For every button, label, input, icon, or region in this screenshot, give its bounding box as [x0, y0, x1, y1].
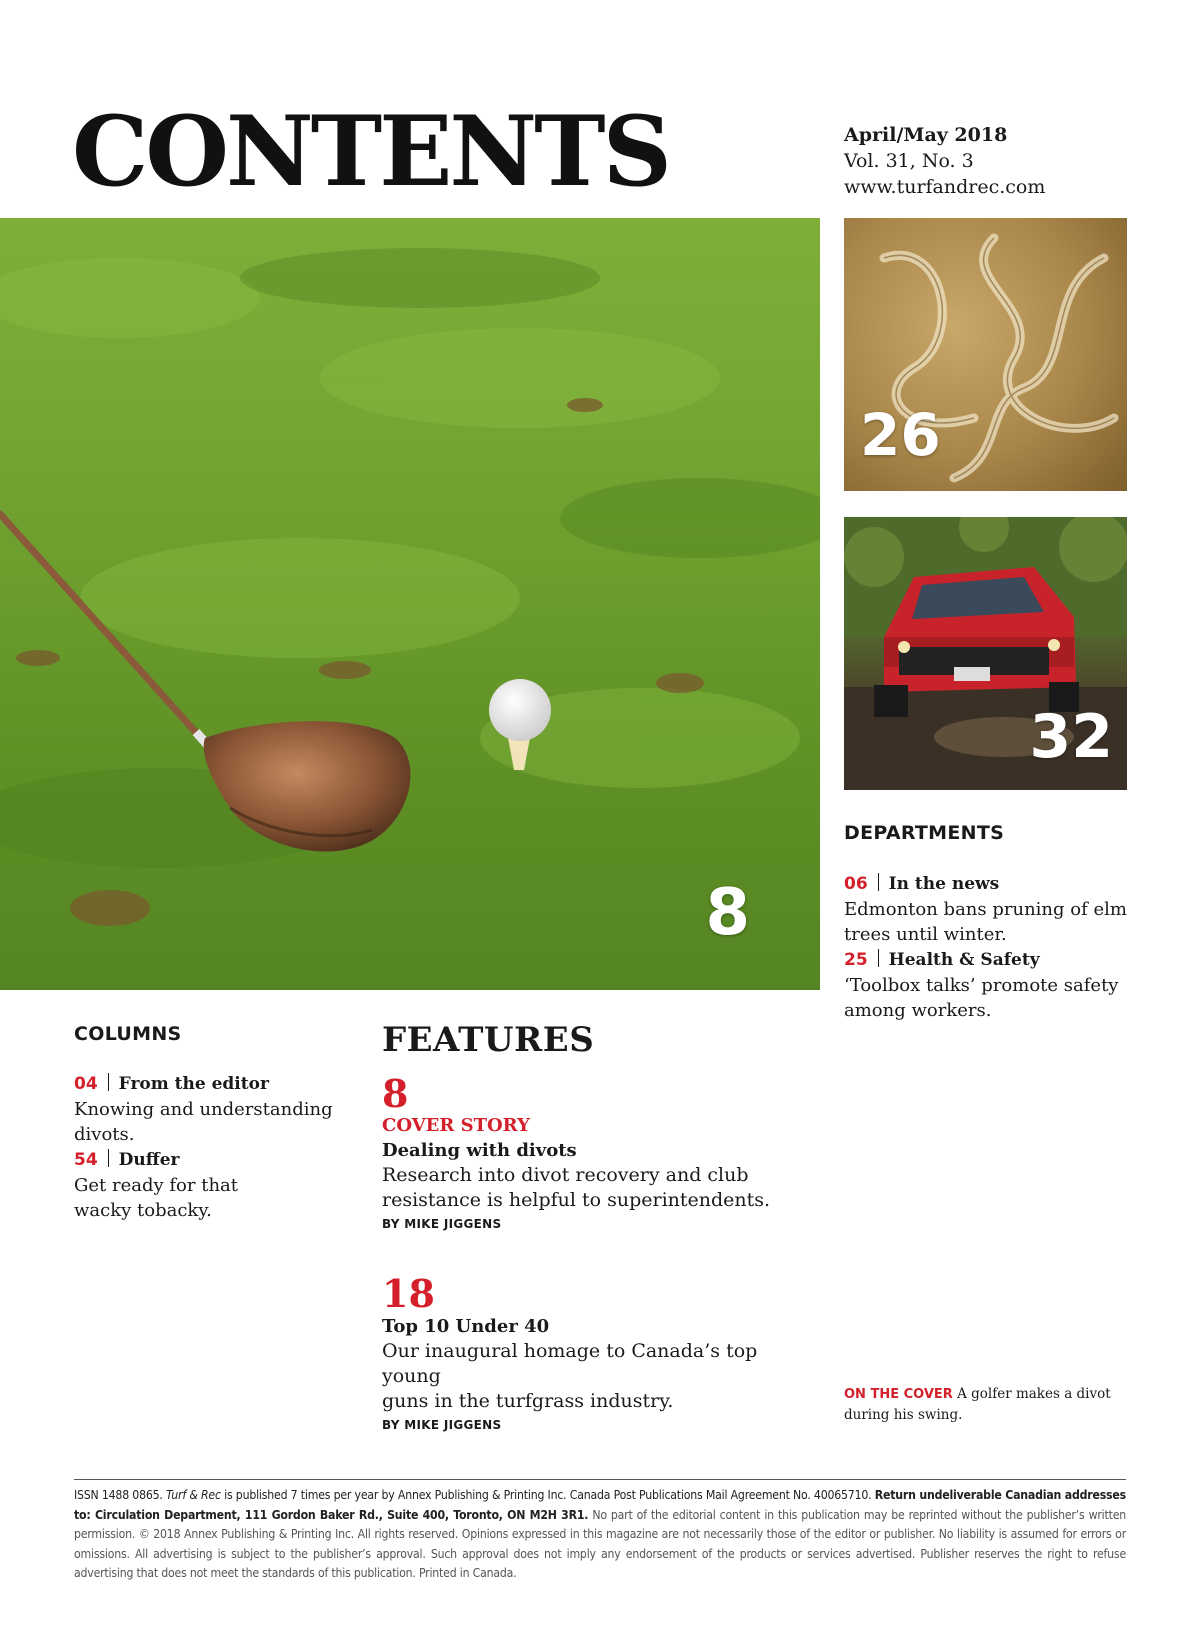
return-address: Return undeliverable Canadian addresses to: Circulation Department, 111 Gordon Baker Rd., Suite 400, Toronto, ON M2H 3R1.	[74, 1488, 1126, 1522]
thumbnail-nematodes[interactable]	[844, 218, 1127, 491]
cover-caption-text: during his swing.	[844, 1407, 963, 1423]
divider	[108, 1149, 109, 1167]
item-description: ‘Toolbox talks’ promote safety	[844, 975, 1119, 996]
cover-photo-golf[interactable]	[0, 218, 820, 990]
feature-title: Dealing with divots	[382, 1140, 577, 1161]
page-ref: 04	[74, 1074, 98, 1094]
divider	[108, 1073, 109, 1091]
cover-caption-text: A golfer makes a divot	[952, 1386, 1111, 1402]
feature-page-number: 18	[382, 1271, 435, 1316]
item-name: In the news	[888, 874, 1000, 894]
feature-title: Top 10 Under 40	[382, 1316, 550, 1337]
features-heading: FEATURES	[382, 1020, 595, 1060]
item-name: Duffer	[118, 1150, 180, 1170]
feature-description: Our inaugural homage to Canada’s top young	[382, 1340, 758, 1387]
publication-statement: is published 7 times per year by Annex Publishing & Printing Inc. Canada Post Publications Mail Agreement No. 40065710.	[224, 1488, 872, 1502]
list-item[interactable]	[74, 1071, 354, 1147]
columns-heading: COLUMNS	[74, 1023, 182, 1045]
feature-description: guns in the turfgrass industry.	[382, 1390, 674, 1412]
item-description: wacky tobacky.	[74, 1200, 212, 1221]
page-number-26: 26	[860, 401, 941, 469]
departments-heading: DEPARTMENTS	[844, 822, 1005, 844]
page-title: CONTENTS	[72, 95, 669, 208]
item-name: From the editor	[118, 1074, 269, 1094]
page-number-8: 8	[705, 876, 750, 950]
item-description: among workers.	[844, 1000, 992, 1021]
feature-byline: BY MIKE JIGGENS	[382, 1418, 502, 1432]
feature-item[interactable]	[382, 1271, 812, 1432]
item-description: Edmonton bans pruning of elm	[844, 899, 1127, 920]
list-item[interactable]	[844, 871, 1144, 947]
issn: ISSN 1488 0865.	[74, 1488, 163, 1502]
cover-caption-label: ON THE COVER	[844, 1387, 953, 1402]
list-item[interactable]	[74, 1147, 354, 1223]
divider	[878, 873, 879, 891]
feature-description: resistance is helpful to superintendents.	[382, 1189, 771, 1211]
item-description: trees until winter.	[844, 924, 1007, 945]
feature-kicker: COVER STORY	[382, 1115, 530, 1136]
feature-description: Research into divot recovery and club	[382, 1164, 749, 1186]
cover-caption	[844, 1384, 1144, 1425]
page-ref: 06	[844, 874, 868, 894]
website-link[interactable]: www.turfandrec.com	[844, 176, 1046, 198]
divider	[878, 949, 879, 967]
page-ref: 54	[74, 1150, 98, 1170]
thumbnail-truck[interactable]	[844, 517, 1127, 790]
feature-item[interactable]	[382, 1071, 812, 1231]
page-number-32: 32	[1029, 702, 1113, 772]
feature-byline: BY MIKE JIGGENS	[382, 1217, 502, 1231]
issue-date: April/May 2018	[844, 124, 1008, 146]
feature-page-number: 8	[382, 1071, 409, 1116]
item-description: Get ready for that	[74, 1175, 239, 1196]
item-description: divots.	[74, 1124, 135, 1145]
list-item[interactable]	[844, 947, 1144, 1023]
golf-scene-illustration	[0, 218, 820, 990]
publication-name: Turf & Rec	[166, 1488, 221, 1502]
disclaimer: No part of the editorial content in this publication may be reprinted without the publisher’s written permission. © 2018 Annex Publishing & Printing Inc. All rights reserved. Opinions expressed in this magazine are not necessarily those of the editor or publisher. No liability is assumed for errors or omissions. All advertising is subject to the publisher’s approval. Such approval does not imply any endorsement of the products or services advertised. Publisher reserves the right to refuse advertising that does not meet the standards of this publication. Printed in Canada.	[74, 1507, 1126, 1580]
item-description: Knowing and understanding	[74, 1099, 333, 1120]
page-ref: 25	[844, 950, 868, 970]
item-name: Health & Safety	[888, 950, 1040, 970]
departments-list	[844, 871, 1144, 1023]
columns-list	[74, 1071, 354, 1223]
footer-divider	[74, 1479, 1126, 1480]
masthead	[844, 122, 1045, 200]
publication-info	[74, 1486, 1126, 1584]
volume-number: Vol. 31, No. 3	[844, 150, 974, 172]
